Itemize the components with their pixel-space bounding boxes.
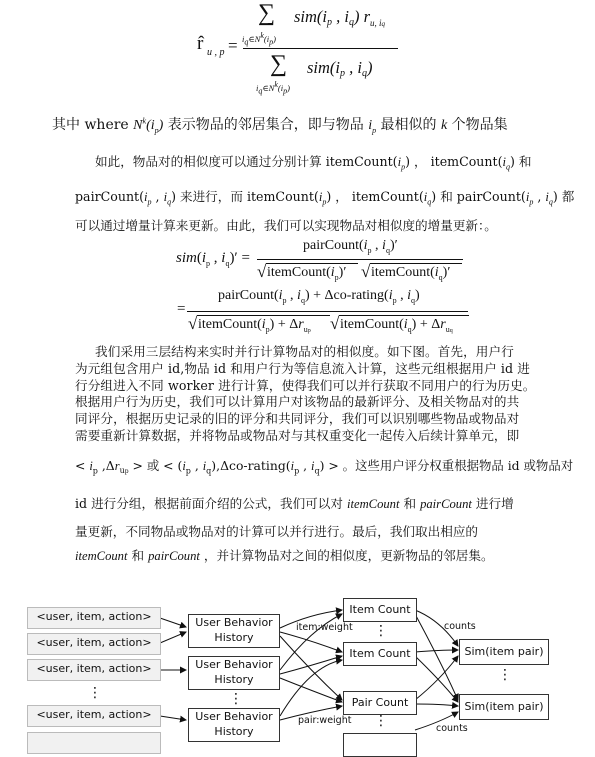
formula2-den-b: $itemCount(i_q)'$ [371, 265, 451, 282]
formula2-lhs: $sim(i_p$ , $i_q)'$ = [176, 250, 250, 268]
formula1-lhs-sub: u , p [207, 47, 225, 58]
sim-item-pair-box: Sim(item pair) [459, 639, 549, 665]
edge [160, 716, 186, 720]
formula2-sqrt-c: √ [188, 314, 198, 333]
pair-count-box-partial [343, 733, 417, 757]
user-behavior-history-box: User Behavior History [188, 614, 280, 648]
para2-line2: 为元组包含用户 id,物品 id 和用户行为等信息流入计算，这些元组根据用户 id 进 [75, 360, 530, 376]
formula2-eq2: = [177, 301, 186, 317]
sim-item-pair-box: Sim(item pair) [459, 694, 549, 720]
behavior-dots: ⋮ [229, 691, 243, 707]
para2-line7: < $i_p$ $,\Delta r_{up}$ > 或 < ($i_p$ , $i_q),\Delta co-rating(i_p$ , $i_q$) > 。这些用户评分权重根据物品 id 或物品对 [75, 458, 574, 476]
label-counts-2: counts [436, 723, 468, 734]
input-tuple: <user, item, action> [27, 705, 161, 727]
input-tuple-partial [27, 732, 161, 754]
edge [160, 632, 186, 643]
item-count-box: Item Count [343, 598, 417, 622]
para1-line3-end: 。 [484, 218, 497, 233]
para3-line2: 量更新，不同物品或物品对的计算可以并行进行。最后，我们取出相应的 [75, 524, 478, 539]
formula1-num-sigma: ∑ [258, 0, 276, 26]
formula2-den2-a: $itemCount(i_p) + \Delta r_{up}$ [198, 317, 311, 334]
para2-line5: 同评分，根据历史记录的旧的评分和共同评分，我们可以识别哪些物品或物品对 [75, 411, 520, 427]
edge [280, 678, 342, 702]
edge [415, 650, 458, 652]
para2-line4: 根据用户行为历史，我们可以计算用户对该物品的最新评分、及相关物品对的共 [75, 394, 520, 410]
formula2-sqrt-b: √ [361, 262, 371, 281]
formula2-den2-b: $itemCount(i_q) + \Delta r_{uq}$ [340, 317, 453, 334]
count-dots: ⋮ [374, 623, 388, 639]
label-pair-weight: pair:weight [298, 715, 352, 726]
input-tuple: <user, item, action> [27, 659, 161, 681]
count-dots: ⋮ [374, 713, 388, 729]
para1-line3: 可以通过增量计算来更新。由此，我们可以实现物品对相似度的增量更新：。 [75, 218, 497, 233]
para2-line1: 我们采用三层结构来实时并行计算物品对的相似度。如下图。首先，用户行 [95, 344, 514, 359]
formula1-lhs: r̂ [197, 33, 204, 54]
label-counts: counts [444, 621, 476, 632]
para1-line1: 如此，物品对的相似度可以通过分别计算 $itemCount(i_p)$ ， $itemCount(i_q)$ 和 [95, 154, 532, 172]
input-tuple: <user, item, action> [27, 607, 161, 629]
formula1-num-under: iq∈Nk(ip) [242, 31, 276, 47]
input-tuple: <user, item, action> [27, 633, 161, 655]
formula1-equals: = [228, 36, 238, 55]
where-line: 其中 where $N^k(i_p)$ 表示物品的邻居集合，即与物品 $i_p$ 最相似的 k 个物品集 [52, 116, 508, 135]
formula2-sqrt-a: √ [257, 262, 267, 281]
formula2-num: $pairCount(i_p$ , $i_q)'$ [303, 238, 398, 255]
para1-line2: $pairCount(i_p$ , $i_q$) 来进行，而 $itemCount(i_p)$ ， $itemCount(i_q)$ 和 $pairCount(i_p$ , $i_q$) 都 [75, 189, 575, 207]
user-behavior-history-box: User Behavior History [188, 656, 280, 690]
edge [160, 618, 186, 627]
formula1-den-sigma: ∑ [270, 51, 288, 77]
para3-line3: itemCount 和 pairCount ，并计算物品对之间的相似度，更新物品的邻居集。 [75, 548, 494, 563]
formula1-num-expr: sim(ip , iq) $r_{u, iq}$ [294, 7, 386, 28]
formula2-sqrt-d: √ [330, 314, 340, 333]
para3-line1: id 进行分组，根据前面介绍的公式，我们可以对 itemCount 和 pairCount 进行增 [75, 496, 514, 511]
label-item-weight: item:weight [296, 622, 353, 633]
pair-count-box: Pair Count [343, 691, 417, 715]
user-behavior-history-box: User Behavior History [188, 708, 280, 742]
sim-dots: ⋮ [498, 667, 512, 683]
formula2-num2: $pairCount(i_p$ , $i_q$) + Δco-$rating(i_p$ , $i_q$) [218, 288, 420, 305]
inputs-dots: ⋮ [88, 685, 102, 701]
para2-line3: 行分组进入不同 worker 进行计算，使得我们可以并行获取不同用户的行为历史。 [75, 377, 536, 393]
formula1-den-expr: sim(ip , iq) [307, 58, 373, 79]
para2-line6: 需要重新计算数据，并将物品或物品对与其权重变化一起传入后续计算单元，即 [75, 427, 520, 443]
item-count-box: Item Count [343, 642, 417, 666]
formula2-den-a: $itemCount(i_p)'$ [267, 265, 347, 282]
formula1-den-under: iq∈Nk(ip) [256, 80, 290, 96]
edge [415, 704, 458, 706]
